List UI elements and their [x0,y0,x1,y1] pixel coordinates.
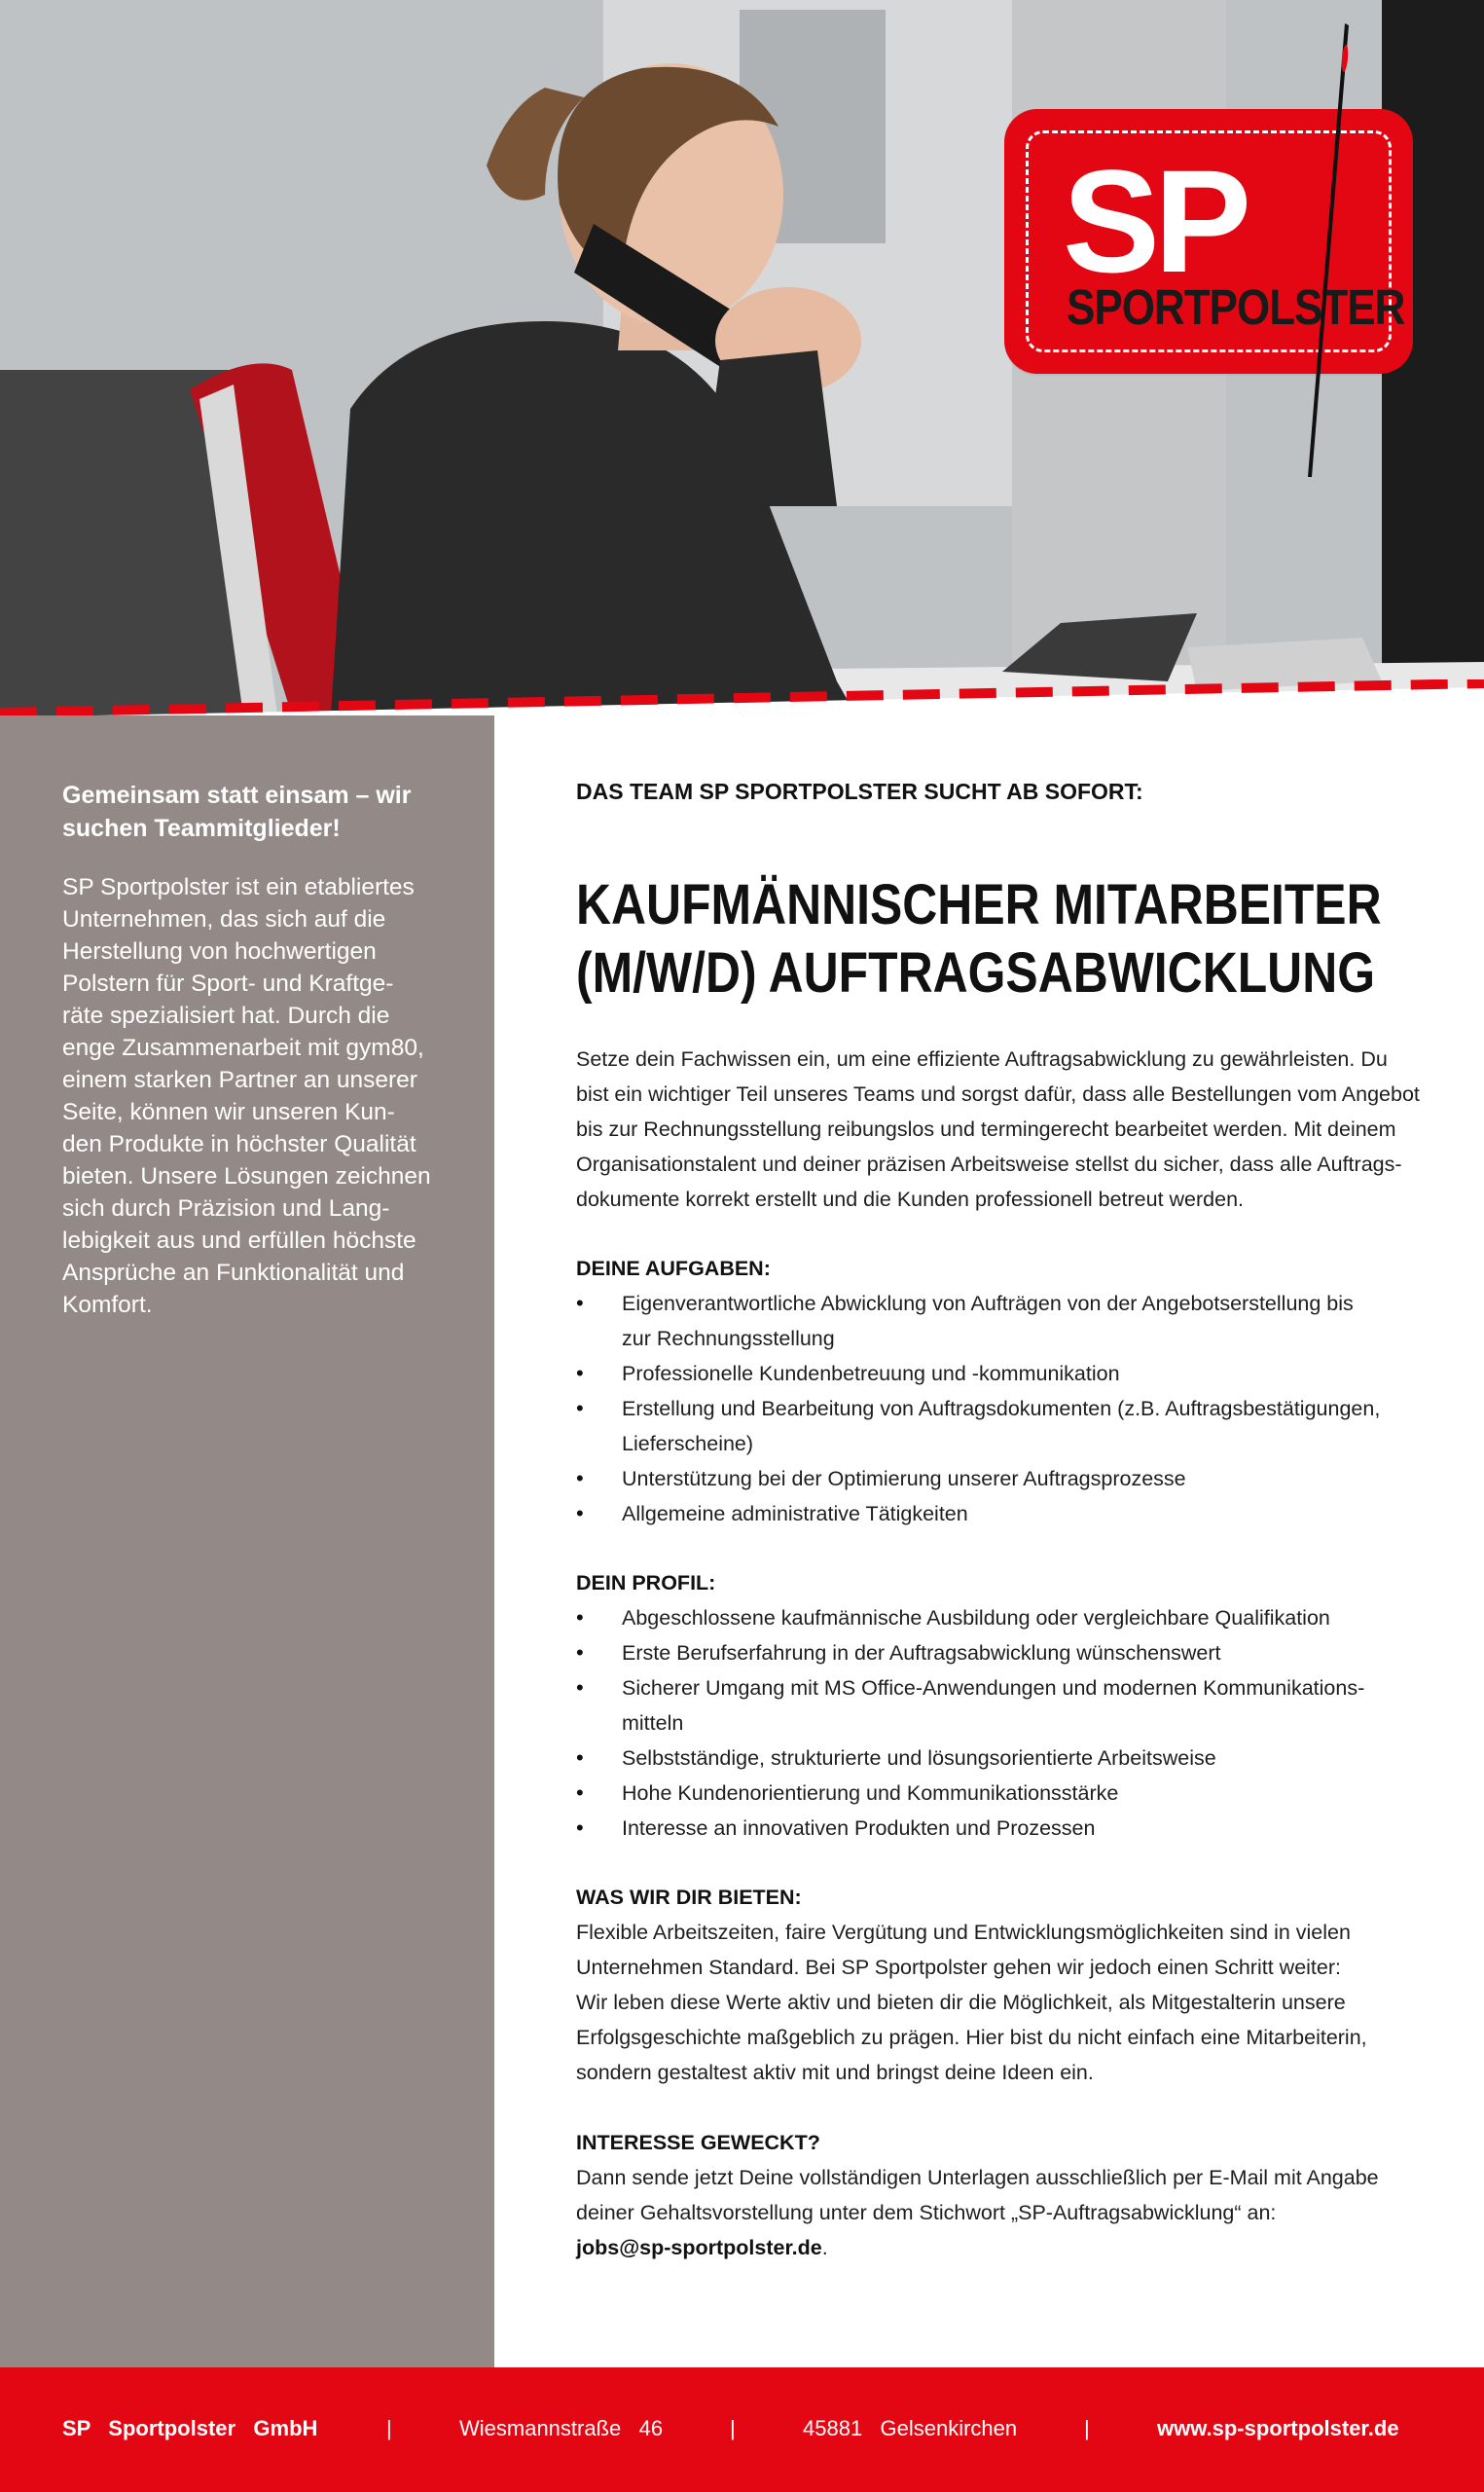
list-item: • Professionelle Kundenbetreuung und -kommunikation [576,1356,1423,1391]
profile-heading: DEIN PROFIL: [576,1571,716,1594]
kicker-text: DAS TEAM SP SPORTPOLSTER SUCHT AB SOFORT: [576,779,1143,804]
list-item: • Erste Berufserfahrung in der Auftragsabwicklung wünschenswert [576,1635,1423,1670]
sidebar-panel [0,715,494,2367]
tasks-list [576,1286,1423,1531]
list-item: • Allgemeine administrative Tätigkeiten [576,1496,1423,1531]
tasks-heading: DEINE AUFGABEN: [576,1257,771,1280]
footer-separator: | [386,2416,392,2440]
hero-photo [0,0,1484,715]
list-item: • Eigenverantwortliche Abwicklung von Aufträgen von der Angebotserstellung bis zur Rechnungsstellung [576,1286,1423,1356]
list-item: • Interesse an innovativen Produkten und Prozessen [576,1811,1423,1846]
sidebar-heading: Gemeinsam statt einsam – wir suchen Teammitglieder! [62,782,412,842]
job-title-line-2: (M/W/D) AUFTRAGSABWICKLUNG [576,941,1376,1005]
profile-section [576,1565,1423,1846]
job-title [576,871,1382,1008]
profile-list [576,1600,1423,1846]
contact-email-link[interactable]: jobs@sp-sportpolster.de [576,2236,822,2259]
offer-section [576,1880,1423,2090]
list-item: • Unterstützung bei der Optimierung unserer Auftragsprozesse [576,1461,1423,1496]
intro-paragraph: Setze dein Fachwissen ein, um eine effiziente Auftragsabwicklung zu gewährleisten. Du bist ein wichtiger Teil unseres Teams und sorgst dafür, dass alle Bestellungen vom Angebot bis zur Rechnungsstellung reibungslos und termingerecht bearbeitet werden. Mit deinem Organisationstalent und deiner präzisen Arbeitsweise stellst du sicher, dass alle Auftrags- dokumente korrekt erstellt und die Kunden professionell betreut werden. [576,1047,1420,1211]
footer-city: 45881 Gelsenkirchen [803,2416,1018,2440]
list-item: • Selbstständige, strukturierte und lösungsorientierte Arbeitsweise [576,1741,1423,1776]
footer-company: SP Sportpolster GmbH [62,2416,318,2440]
job-title-line-1: KAUFMÄNNISCHER MITARBEITER [576,873,1382,936]
logo-mark: SP [1063,139,1247,303]
footer-separator: | [730,2416,736,2440]
dashed-seam-divider [0,679,1484,715]
footer-website-link[interactable]: www.sp-sportpolster.de [1157,2416,1399,2440]
list-item: • Abgeschlossene kaufmännische Ausbildung oder vergleichbare Qualifikation [576,1600,1423,1635]
email-suffix: . [821,2236,828,2259]
list-item: • Sicherer Umgang mit MS Office-Anwendungen und modernen Kommunikations- mitteln [576,1670,1423,1741]
sidebar-description: SP Sportpolster ist ein etabliertes Unternehmen, das sich auf die Herstellung von hochwertigen Polstern für Sport- und Kraftge- räte spezialisiert hat. Durch die enge Zusammenarbeit mit gym80, einem starken Partner an unserer Seite, können wir unseren Kun- den Produkte in höchster Qualität bieten. Unsere Lösungen zeichnen sich durch Präzision und Lang- lebigkeit aus und erfüllen höchste Ansprüche an Funktionalität und Komfort. [62,874,431,1318]
offer-text: Flexible Arbeitszeiten, faire Vergütung und Entwicklungsmöglichkeiten sind in vielen Unternehmen Standard. Bei SP Sportpolster gehen wir jedoch einen Schritt weiter: Wir leben diese Werte aktiv und bieten dir die Möglichkeit, als Mitgestalterin unsere Erfolgsgeschichte maßgeblich zu prägen. Hier bist du nicht einfach eine Mitarbeiterin, sondern gestaltest aktiv mit und bringst deine Ideen ein. [576,1921,1367,2084]
needle-icon [1294,19,1353,487]
footer-separator: | [1084,2416,1090,2440]
logo-wordmark: SPORTPOLSTER [1067,280,1405,336]
interest-section [576,2125,1423,2265]
contact-email-line [576,2230,1423,2265]
interest-heading: INTERESSE GEWECKT? [576,2131,820,2154]
list-item: • Hohe Kundenorientierung und Kommunikationsstärke [576,1776,1423,1811]
offer-heading: WAS WIR DIR BIETEN: [576,1886,802,1909]
interest-text: Dann sende jetzt Deine vollständigen Unterlagen ausschließlich per E-Mail mit Angabe deiner Gehaltsvorstellung unter dem Stichwort „SP-Auftragsabwicklung“ an: [576,2166,1379,2224]
list-item: • Erstellung und Bearbeitung von Auftragsdokumenten (z.B. Auftragsbestätigungen, Lieferscheine) [576,1391,1423,1461]
footer-street: Wiesmannstraße 46 [459,2416,664,2440]
tasks-section [576,1251,1423,1531]
footer-bar [0,2367,1484,2492]
